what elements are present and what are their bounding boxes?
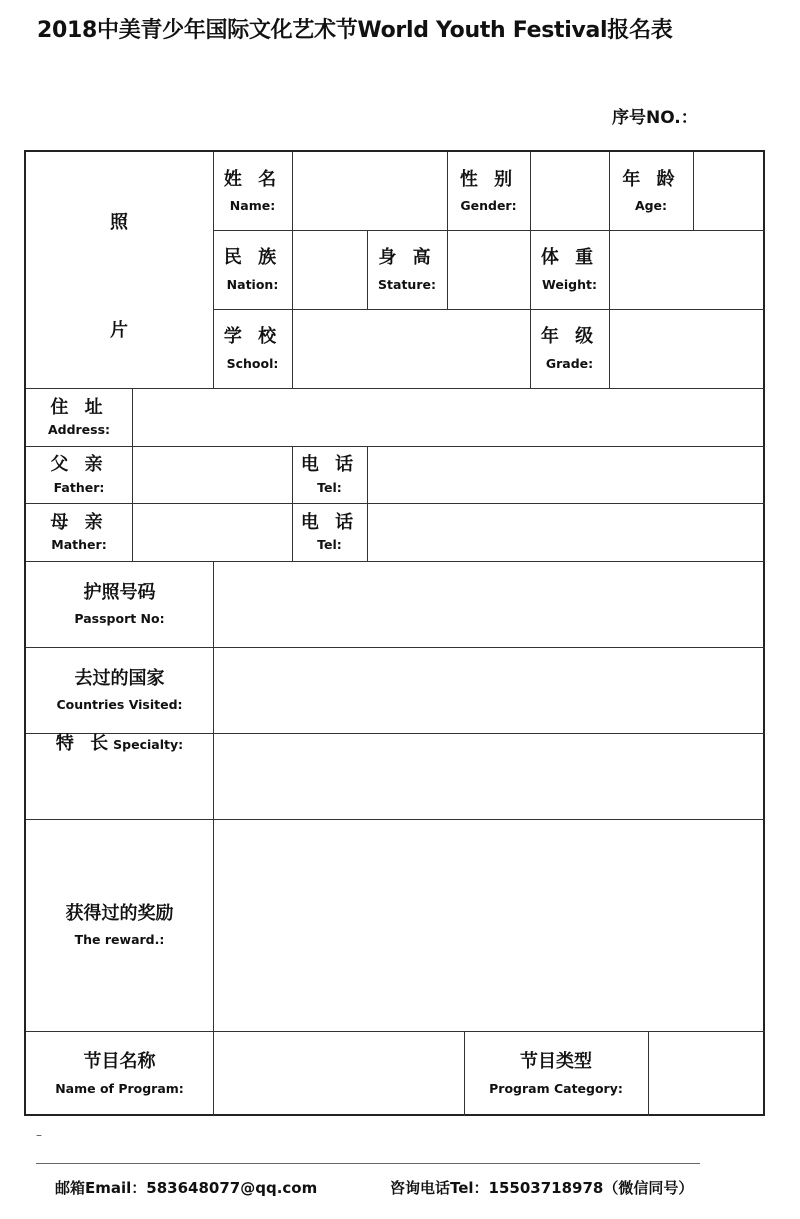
serial-number-label: 序号NO.：: [612, 108, 698, 128]
mother-label: 母 亲 Mather:: [50, 511, 108, 553]
specialty-label: 特 长 Specialty:: [55, 733, 184, 754]
program-name-label: 节目名称 Name of Program:: [55, 1051, 184, 1096]
program-category-label: 节目类型 Program Category:: [489, 1051, 623, 1096]
footer-email: 邮箱Email：583648077@qq.com: [55, 1179, 318, 1197]
stature-label: 身 高 Stature:: [378, 247, 436, 292]
reward-label: 获得过的奖励 The reward.:: [65, 902, 174, 948]
countries-visited-label: 去过的国家 Countries Visited:: [56, 667, 183, 713]
footer-divider: [36, 1163, 700, 1164]
footer-tel: 咨询电话Tel：15503718978（微信同号）: [390, 1179, 694, 1197]
passport-label: 护照号码 Passport No:: [74, 581, 165, 627]
father-tel-label: 电 话 Tel:: [300, 454, 359, 495]
school-label: 学 校 School:: [223, 326, 282, 371]
form-title: 2018中美青少年国际文化艺术节World Youth Festival报名表: [37, 18, 673, 43]
gender-label: 性 别 Gender:: [459, 168, 518, 214]
mother-tel-label: 电 话 Tel:: [300, 511, 359, 553]
photo-label-char-2: 片: [110, 320, 128, 341]
registration-form-table: [24, 150, 765, 1116]
father-label: 父 亲 Father:: [50, 454, 108, 495]
photo-label-char-1: 照: [110, 212, 128, 233]
name-label: 姓 名 Name:: [223, 168, 282, 214]
weight-label: 体 重 Weight:: [540, 247, 599, 292]
age-label: 年 龄 Age:: [622, 168, 680, 214]
address-label: 住 址 Address:: [47, 396, 111, 438]
nation-label: 民 族 Nation:: [223, 247, 282, 292]
grade-label: 年 级 Grade:: [540, 326, 599, 371]
footer-dash: –: [36, 1128, 42, 1142]
